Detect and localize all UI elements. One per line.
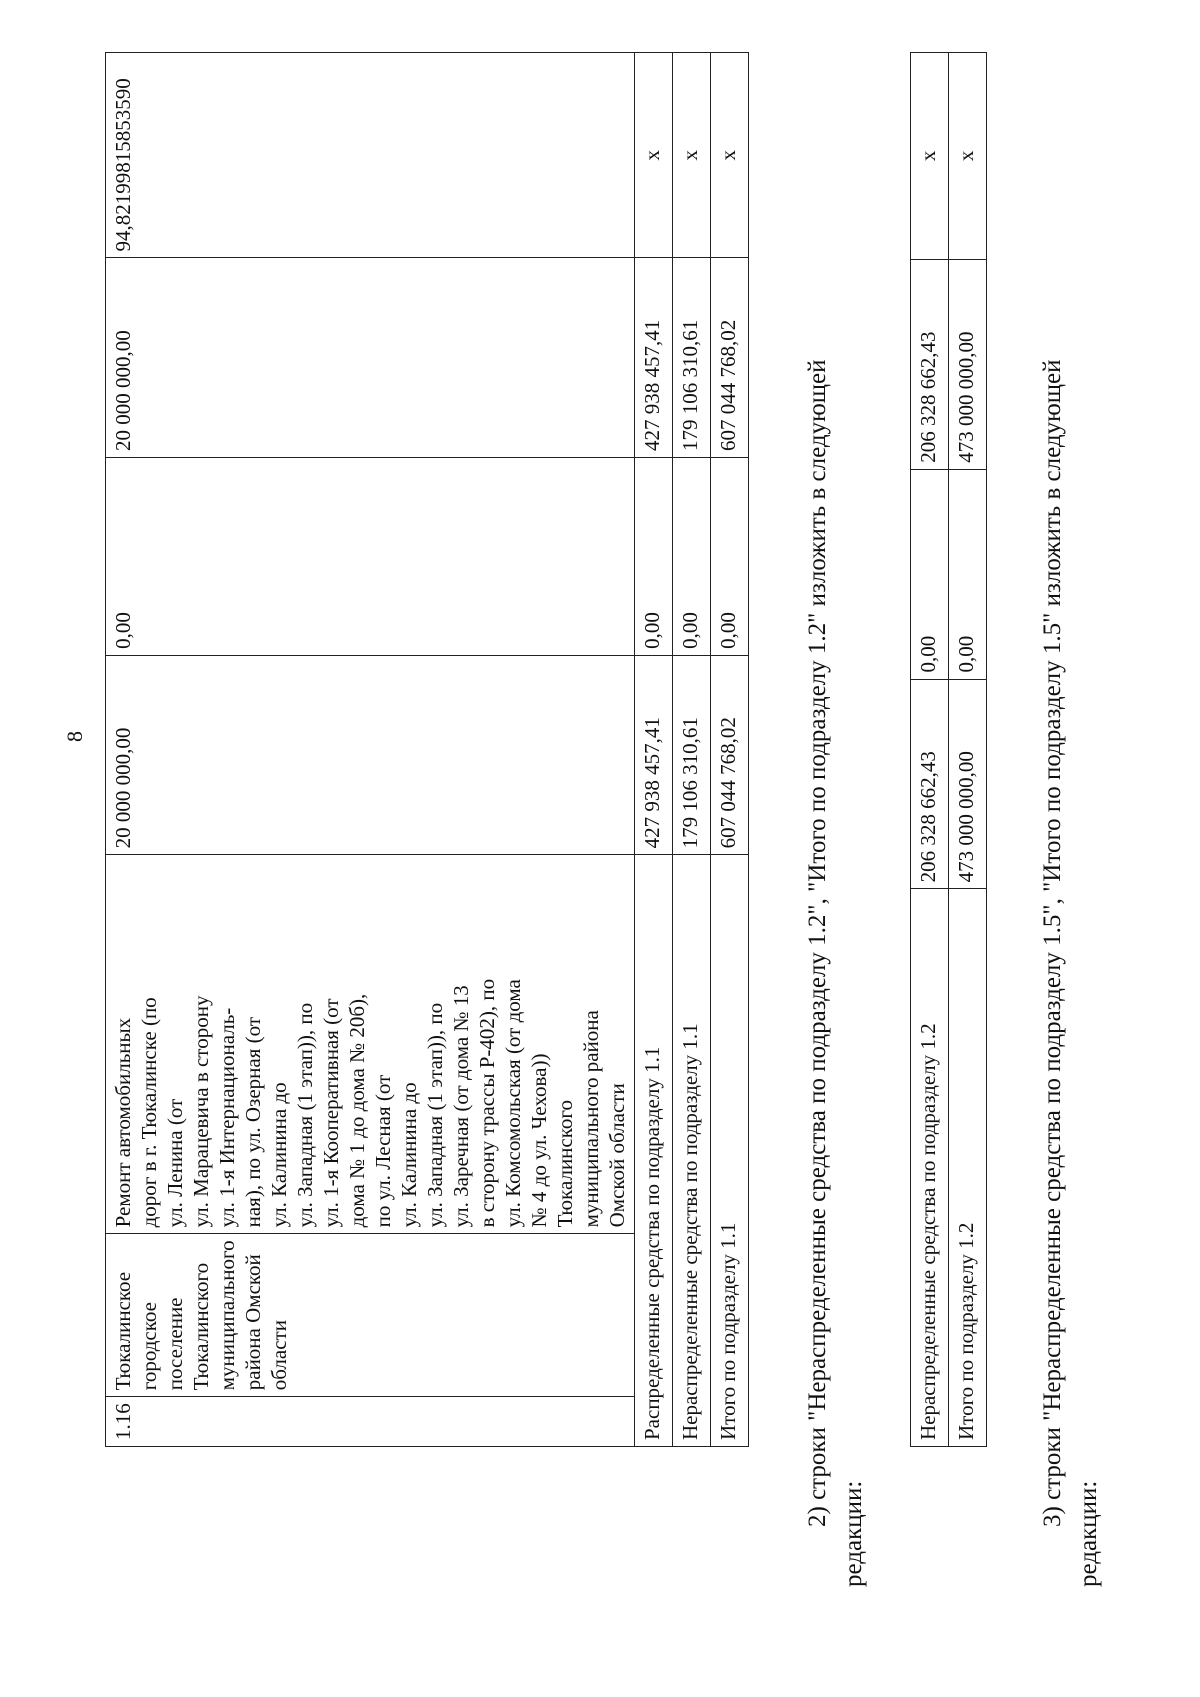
purpose-cell bbox=[106, 855, 635, 1234]
purpose-line: ная), по ул. Озерная (от bbox=[241, 1016, 265, 1228]
paragraph-2-line-1: 2) строки "Нераспределенные средства по подразделу 1.2", "Итого по подразделу 1.2" изложить в следующей bbox=[804, 359, 831, 1527]
amount-cell: 607 044 768,02 bbox=[711, 258, 749, 458]
amount-cell: 0,00 bbox=[711, 457, 749, 655]
purpose-line: ул. Заречная (от дома № 13 bbox=[449, 985, 473, 1228]
share-cell: 94,82199815853590 bbox=[106, 53, 635, 258]
amount-cell: 206 328 662,43 bbox=[911, 259, 949, 469]
purpose-line: по ул. Лесная (от bbox=[371, 1074, 395, 1228]
table-row bbox=[911, 53, 949, 1447]
purpose-line: Ремонт автомобильных bbox=[111, 1017, 135, 1228]
share-cell: x bbox=[635, 53, 673, 258]
table-row bbox=[949, 53, 987, 1447]
amount-cell: 473 000 000,00 bbox=[949, 259, 987, 469]
amount-cell: 0,00 bbox=[635, 457, 673, 655]
amount-cell: 473 000 000,00 bbox=[949, 679, 987, 889]
row-label: Нераспределенные средства по подразделу 1.1 bbox=[673, 855, 711, 1447]
purpose-line: № 4 до ул. Чехова)) bbox=[527, 1053, 551, 1228]
purpose-line: ул. 1-я Интернациональ- bbox=[215, 1007, 239, 1228]
purpose-line: ул. Западная (1 этап)), по bbox=[293, 1002, 317, 1228]
purpose-line: ул. Калинина до bbox=[397, 1082, 421, 1228]
purpose-line: Омской области bbox=[605, 1083, 629, 1228]
paragraph-2 bbox=[800, 52, 872, 1587]
purpose-line: ул. Западная (1 этап)), по bbox=[423, 1002, 447, 1228]
row-label: Итого по подразделу 1.1 bbox=[711, 855, 749, 1447]
subsidy-table bbox=[105, 52, 749, 1447]
purpose-line: ул. Калинина до bbox=[267, 1082, 291, 1228]
table-row bbox=[106, 53, 635, 1447]
amount-cell: 179 106 310,61 bbox=[673, 258, 711, 458]
row-label: Итого по подразделу 1.2 bbox=[949, 889, 987, 1447]
purpose-line: дома № 1 до дома № 20б), bbox=[345, 993, 369, 1228]
table-row bbox=[673, 53, 711, 1447]
paragraph-2-line-2: редакции: bbox=[840, 1480, 867, 1587]
purpose-line: ул. Комсомольская (от дома bbox=[501, 979, 525, 1228]
page-number: 8 bbox=[62, 731, 87, 742]
share-cell: x bbox=[949, 53, 987, 260]
amount-cell: 427 938 457,41 bbox=[635, 258, 673, 458]
amount-cell: 179 106 310,61 bbox=[673, 655, 711, 855]
purpose-line: муниципального района bbox=[579, 1010, 603, 1228]
amount-cell: 0,00 bbox=[911, 469, 949, 679]
purpose-line: ул. 1-я Кооперативная (от bbox=[319, 998, 343, 1228]
amount-cell: 0,00 bbox=[673, 457, 711, 655]
table-row bbox=[711, 53, 749, 1447]
purpose-line: Тюкалинского bbox=[553, 1100, 577, 1228]
paragraph-3-line-2: редакции: bbox=[1075, 1480, 1102, 1587]
amount-cell: 607 044 768,02 bbox=[711, 655, 749, 855]
paragraph-3 bbox=[1035, 52, 1107, 1587]
amount-cell: 20 000 000,00 bbox=[106, 258, 635, 458]
share-cell: x bbox=[673, 53, 711, 258]
purpose-line: дорог в г. Тюкалинске (по bbox=[137, 997, 161, 1228]
amount-cell: 427 938 457,41 bbox=[635, 655, 673, 855]
row-label: Нераспределенные средства по подразделу 1.2 bbox=[911, 889, 949, 1447]
amount-cell: 20 000 000,00 bbox=[106, 655, 635, 855]
row-number: 1.16 bbox=[106, 1397, 635, 1447]
purpose-lines bbox=[110, 861, 630, 1227]
purpose-line: в сторону трассы Р-402), по bbox=[475, 978, 499, 1228]
amount-cell: 0,00 bbox=[106, 457, 635, 655]
amount-cell: 206 328 662,43 bbox=[911, 679, 949, 889]
table-row bbox=[635, 53, 673, 1447]
share-cell: x bbox=[911, 53, 949, 260]
share-cell: x bbox=[711, 53, 749, 258]
paragraph-3-line-1: 3) строки "Нераспределенные средства по подразделу 1.5", "Итого по подразделу 1.5" изложить в следующей bbox=[1039, 359, 1066, 1527]
subsection-1-2-table bbox=[910, 52, 987, 1447]
row-label: Распределенные средства по подразделу 1.1 bbox=[635, 855, 673, 1447]
purpose-line: ул. Ленина (от bbox=[163, 1098, 187, 1228]
purpose-line: ул. Марацевича в сторону bbox=[189, 995, 213, 1228]
recipient-cell: Тюкалинское городское поселение Тюкалинского муниципального района Омской области bbox=[106, 1234, 635, 1397]
amount-cell: 0,00 bbox=[949, 469, 987, 679]
